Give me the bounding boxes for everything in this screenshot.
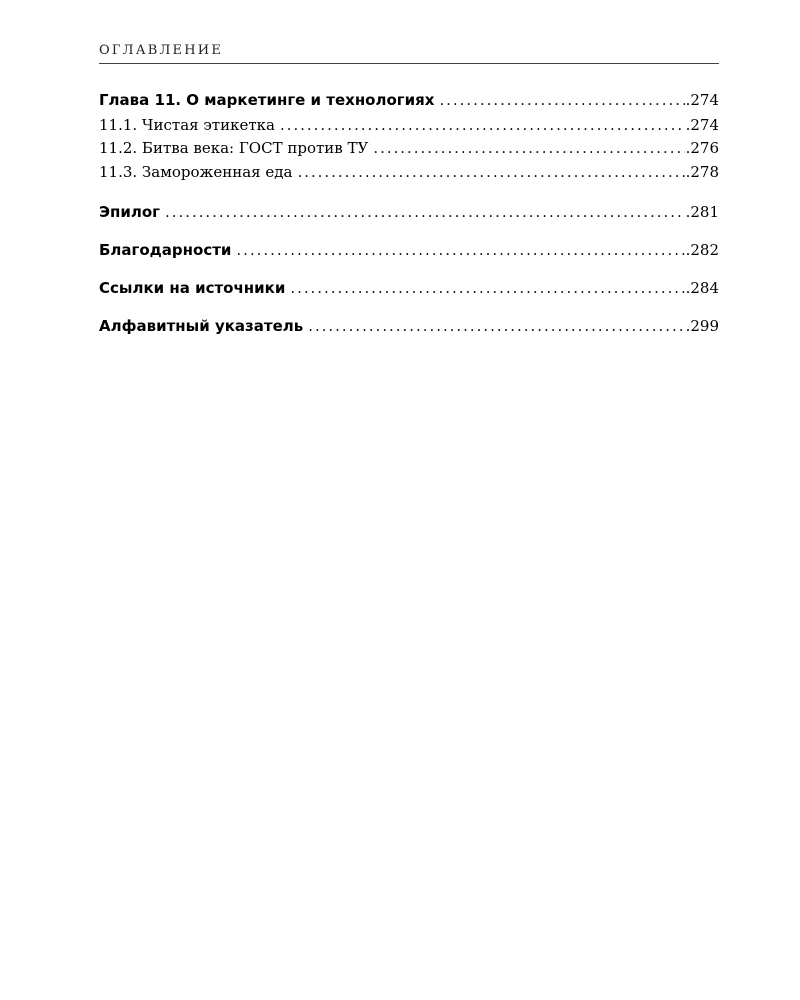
dot-leader: [160, 201, 685, 223]
toc-entry-title: 11.3. Замороженная еда: [99, 163, 293, 181]
toc-entry-title: Глава 11. О маркетинге и технологиях: [99, 91, 435, 109]
toc-entry-page: .282: [685, 241, 719, 259]
toc-entry-title: 11.1. Чистая этикетка: [99, 116, 275, 134]
toc-entry-title: 11.2. Битва века: ГОСТ против ТУ: [99, 139, 369, 157]
header-rule: [99, 63, 719, 64]
toc-entry-section-11-1[interactable]: [99, 114, 719, 136]
dot-leader: [231, 239, 684, 261]
running-head: ОГЛАВЛЕНИЕ: [99, 43, 224, 58]
toc-entry-page: .281: [685, 203, 719, 221]
toc-entry-page: .299: [685, 317, 719, 335]
dot-leader: [285, 277, 684, 299]
toc-entry-section-11-2[interactable]: [99, 137, 719, 159]
toc-entry-page: .274: [685, 91, 719, 109]
toc-entry-title: Ссылки на источники: [99, 279, 286, 297]
toc-entry-page: .274: [685, 116, 719, 134]
toc-entry-section-11-3[interactable]: [99, 161, 719, 183]
toc-entry-title: Эпилог: [99, 203, 161, 221]
dot-leader: [434, 89, 684, 111]
toc-entry-page: .276: [685, 139, 719, 157]
dot-leader: [292, 161, 684, 183]
toc-entry-chapter-11[interactable]: [99, 89, 719, 111]
toc-entry-references[interactable]: [99, 277, 719, 299]
table-of-contents: [99, 89, 719, 337]
toc-entry-acknowledgements[interactable]: [99, 239, 719, 261]
toc-entry-page: .284: [685, 279, 719, 297]
toc-entry-index[interactable]: [99, 315, 719, 337]
toc-entry-page: .278: [685, 163, 719, 181]
toc-entry-title: Благодарности: [99, 241, 232, 259]
dot-leader: [275, 114, 685, 136]
dot-leader: [368, 137, 684, 159]
toc-entry-epilogue[interactable]: [99, 201, 719, 223]
toc-entry-title: Алфавитный указатель: [99, 317, 304, 335]
dot-leader: [303, 315, 684, 337]
